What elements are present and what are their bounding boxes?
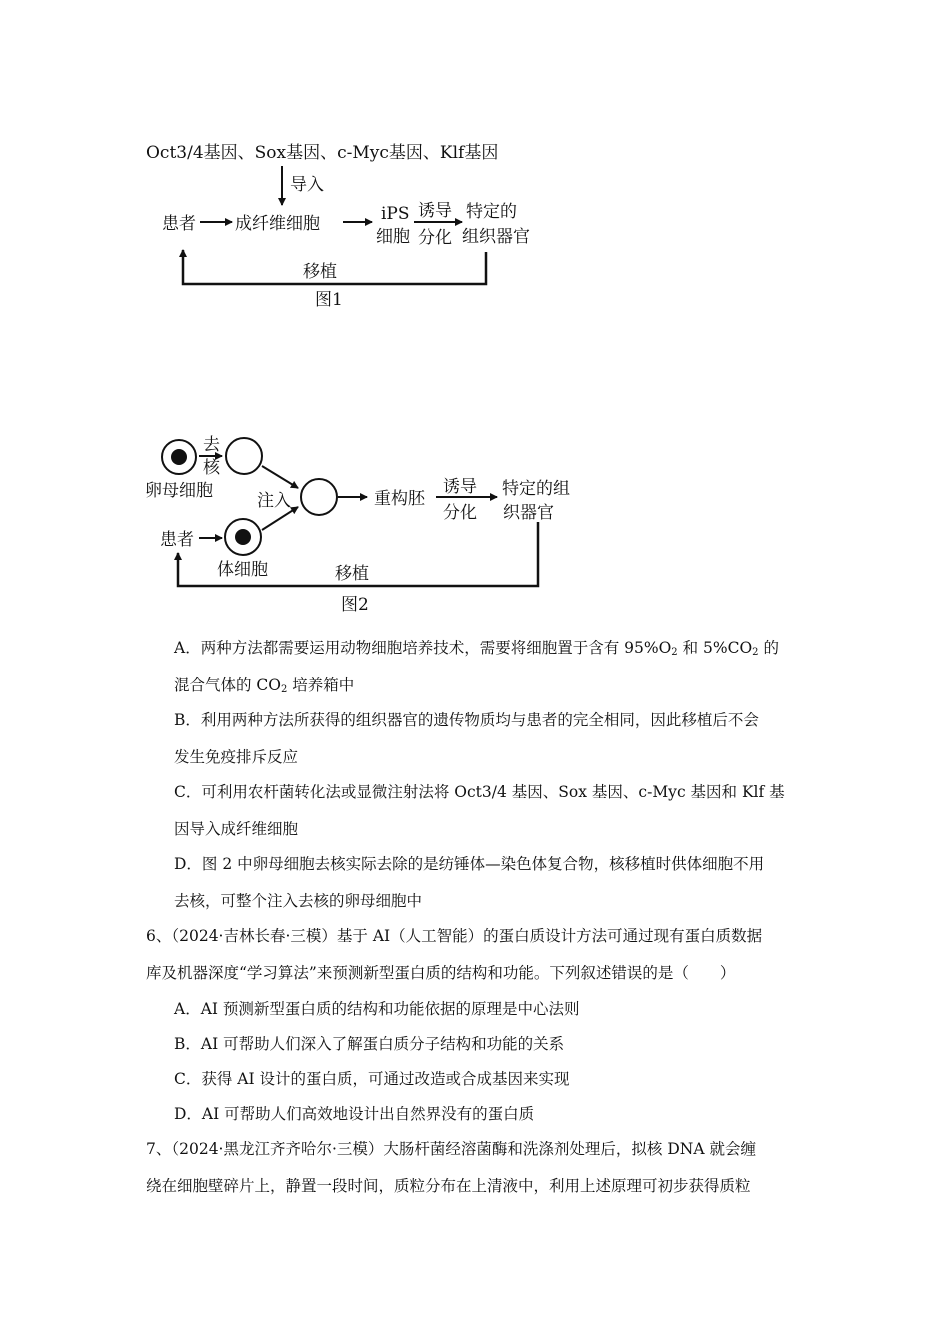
fig2-somatic-label: 体细胞 [217,560,268,580]
fig2-patient: 患者 [160,530,194,550]
fig2-arrow-merge-1 [262,466,298,488]
q7-stem-line1: 7、（2024·黑龙江齐齐哈尔·三模）大肠杆菌经溶菌酶和洗涤剂处理后，拟核 DNA 就会缠 [146,1140,756,1158]
figures [0,0,950,640]
q5-option-c-line1: C．可利用农杆菌转化法或显微注射法将 Oct3/4 基因、Sox 基因、c-Myc 基因和 Klf 基 [174,783,785,801]
fig1-genes: Oct3/4基因、Sox基因、c-Myc基因、Klf基因 [146,143,499,163]
q5-a-text-5: 培养箱中 [287,676,355,694]
q6-stem-line2: 库及机器深度“学习算法”来预测新型蛋白质的结构和功能。下列叙述错误的是（ ） [146,964,736,982]
fig1-patient: 患者 [162,214,196,234]
fig2-enucleate-1: 去 [203,435,220,455]
fig2-reconstructed-cell [301,479,337,515]
q6-stem-line1: 6、（2024·吉林长春·三模）基于 AI（人工智能）的蛋白质设计方法可通过现有蛋白质数据 [146,927,763,945]
q6-option-c: C．获得 AI 设计的蛋白质，可通过改造或合成基因来实现 [174,1070,570,1088]
q5-a-text-2: 和 5%CO [677,639,753,657]
q5-option-b-line1: B．利用两种方法所获得的组织器官的遗传物质均与患者的完全相同，因此移植后不会 [174,711,759,729]
fig1-ips-1: iPS [381,204,410,224]
q5-option-b-line2: 发生免疫排斥反应 [174,748,299,766]
fig1-induce: 诱导 [418,201,452,221]
q5-option-c-line2: 因导入成纤维细胞 [174,820,299,838]
fig2-caption: 图2 [341,595,369,615]
fig1-import-label: 导入 [290,175,324,195]
fig2-organ-1: 特定的组 [502,479,570,499]
fig2-embryo: 重构胚 [374,489,425,509]
fig1-ips-2: 细胞 [376,227,410,247]
fig1-organ-1: 特定的 [466,202,517,222]
q5-option-a-line2 [174,673,354,695]
fig1-fibroblast: 成纤维细胞 [235,214,320,234]
fig2-somatic-nucleus [235,529,251,545]
figure-1 [146,143,530,310]
figure-2 [145,435,570,615]
fig2-oocyte: 卵母细胞 [145,481,213,501]
fig1-transplant: 移植 [303,262,337,282]
q5-a-sub-2: 2 [752,647,759,658]
q5-option-d-line1: D．图 2 中卵母细胞去核实际去除的是纺锤体—染色体复合物，核移植时供体细胞不用 [174,855,765,873]
q6-option-b: B．AI 可帮助人们深入了解蛋白质分子结构和功能的关系 [174,1035,565,1053]
fig2-oocyte-nucleus [171,449,187,465]
fig2-differentiate: 分化 [443,503,477,523]
fig2-organ-2: 织器官 [503,503,554,523]
q5-a-sub-1: 2 [671,647,678,658]
q5-option-d-line2: 去核，可整个注入去核的卵母细胞中 [174,892,423,910]
q7-stem-line2: 绕在细胞壁碎片上，静置一段时间，质粒分布在上清液中，利用上述原理可初步获得质粒 [146,1177,751,1195]
q5-a-text-1: A．两种方法都需要运用动物细胞培养技术，需要将细胞置于含有 95%O [174,639,672,657]
q5-option-a-line1 [174,636,779,658]
fig1-organ-2: 组织器官 [462,227,530,247]
fig2-enucleate-2: 核 [203,458,220,478]
fig2-inject: 注入 [257,491,291,511]
q5-a-text-3: 的 [758,639,779,657]
fig2-transplant: 移植 [335,564,369,584]
fig1-differentiate: 分化 [418,228,452,248]
q5-a-text-4: 混合气体的 CO [174,676,281,694]
q6-option-a: A．AI 预测新型蛋白质的结构和功能依据的原理是中心法则 [174,1000,580,1018]
q6-option-d: D．AI 可帮助人们高效地设计出自然界没有的蛋白质 [174,1105,535,1123]
fig1-caption: 图1 [315,290,343,310]
fig2-enucleated-oocyte [226,438,262,474]
q5-a-sub-3: 2 [281,684,288,695]
fig2-induce: 诱导 [443,477,477,497]
